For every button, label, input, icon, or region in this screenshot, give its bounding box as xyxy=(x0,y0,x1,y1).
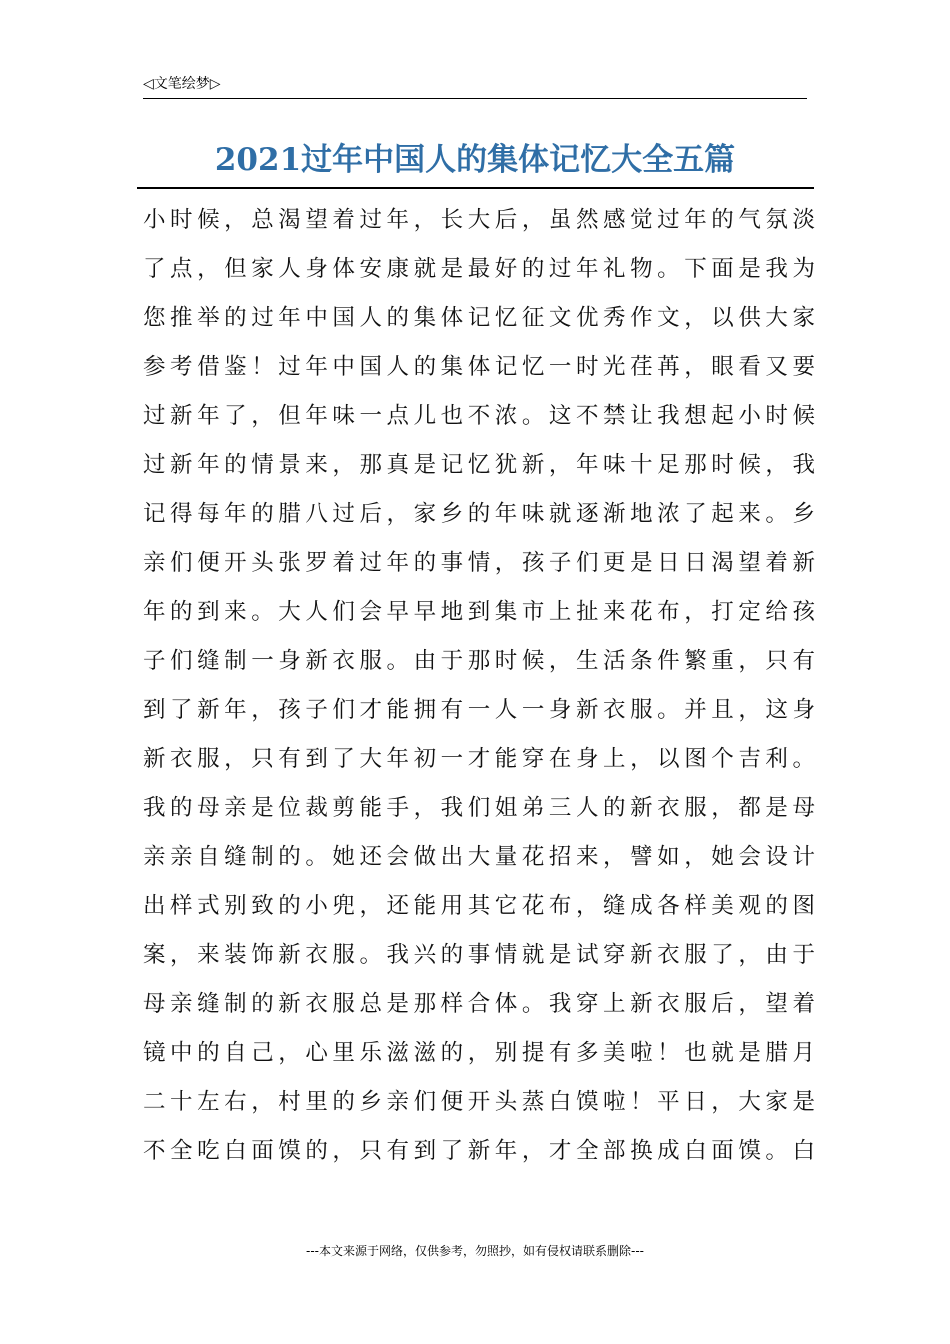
body-line: 案，来装饰新衣服。我兴的事情就是试穿新衣服了，由于 xyxy=(143,942,815,968)
body-line: 不全吃白面馍的，只有到了新年，才全部换成白面馍。白 xyxy=(143,1138,815,1164)
body-line: 到了新年，孩子们才能拥有一人一身新衣服。并且，这身 xyxy=(143,697,815,723)
page-footer: ---本文来源于网络，仅供参考，勿照抄，如有侵权请联系删除--- xyxy=(306,1244,644,1258)
body-line: 子们缝制一身新衣服。由于那时候，生活条件繁重，只有 xyxy=(143,648,815,674)
body-line: 过新年了，但年味一点儿也不浓。这不禁让我想起小时候 xyxy=(143,403,815,429)
document-title: 2021过年中国人的集体记忆大全五篇 xyxy=(214,142,736,178)
body-line: 了点，但家人身体安康就是最好的过年礼物。下面是我为 xyxy=(143,256,815,282)
body-line: 母亲缝制的新衣服总是那样合体。我穿上新衣服后，望着 xyxy=(143,991,815,1017)
body-line: 亲亲自缝制的。她还会做出大量花招来，譬如，她会设计 xyxy=(143,844,815,870)
body-line: 年的到来。大人们会早早地到集市上扯来花布，打定给孩 xyxy=(143,599,815,625)
body-line: 镜中的自己，心里乐滋滋的，别提有多美啦！也就是腊月 xyxy=(143,1040,815,1066)
document-body xyxy=(143,196,815,1176)
header-label: ◁文笔绘梦▷ xyxy=(143,76,221,92)
body-line: 您推举的过年中国人的集体记忆征文优秀作文，以供大家 xyxy=(143,305,815,331)
body-line: 参考借鉴！过年中国人的集体记忆一时光荏苒，眼看又要 xyxy=(143,354,815,380)
page-header xyxy=(143,72,807,99)
body-line: 出样式别致的小兜，还能用其它花布，缝成各样美观的图 xyxy=(143,893,815,919)
body-line: 新衣服，只有到了大年初一才能穿在身上，以图个吉利。 xyxy=(143,746,815,772)
body-line: 亲们便开头张罗着过年的事情，孩子们更是日日渴望着新 xyxy=(143,550,815,576)
body-line: 二十左右，村里的乡亲们便开头蒸白馍啦！平日，大家是 xyxy=(143,1089,815,1115)
body-line: 记得每年的腊八过后，家乡的年味就逐渐地浓了起来。乡 xyxy=(143,501,815,527)
body-line: 小时候，总渴望着过年，长大后，虽然感觉过年的气氛淡 xyxy=(143,207,815,233)
title-divider xyxy=(137,187,814,189)
body-line: 过新年的情景来，那真是记忆犹新，年味十足那时候，我 xyxy=(143,452,815,478)
body-line: 我的母亲是位裁剪能手，我们姐弟三人的新衣服，都是母 xyxy=(143,795,815,821)
